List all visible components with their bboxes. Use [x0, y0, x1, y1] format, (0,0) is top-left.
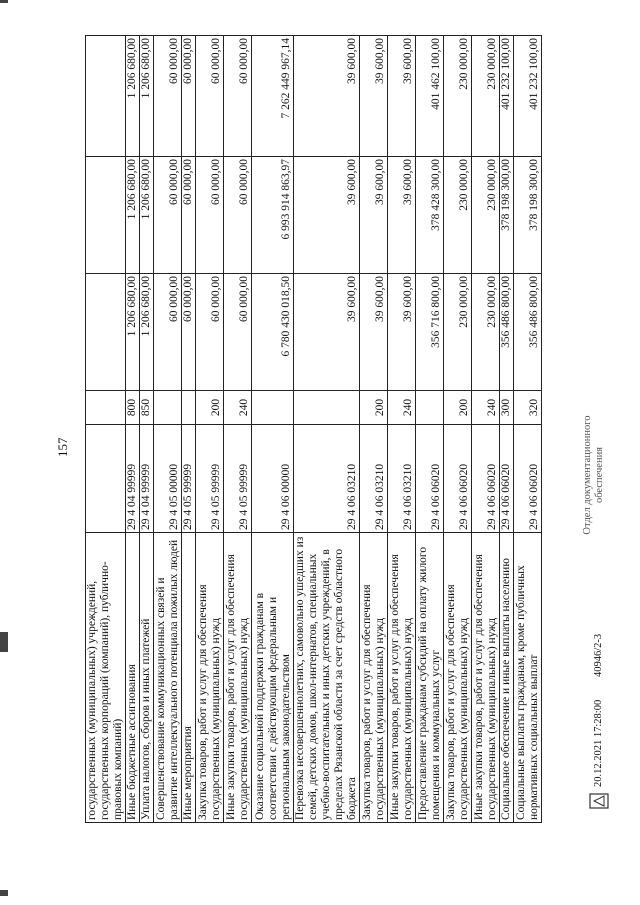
row-name: Закупка товаров, работ и услуг для обеспечения государственных (муниципальных) нужд: [444, 533, 472, 823]
row-value-1: 356 486 800,00: [514, 274, 542, 391]
stamp-date: 20.12.2021 17:28:00: [593, 699, 604, 787]
office-line: Отдел документационного: [582, 415, 593, 535]
row-value-2: 39 600,00: [388, 157, 416, 274]
row-value-1: 356 716 800,00: [416, 274, 444, 391]
row-value-3: 60 000,00: [154, 36, 182, 157]
row-value-3: 60 000,00: [182, 36, 196, 157]
table-row: [444, 36, 472, 823]
row-value-2: 60 000,00: [182, 157, 196, 274]
table-row: [154, 36, 182, 823]
table-row: [500, 36, 514, 823]
row-name: Перевозка несовершеннолетних, самовольно ушедших из семей, детских домов, школ-интернатов, специальных учебно-воспитательных и иных детских учреждений, в пределах Рязанской области за счет средств областного бюджета: [294, 533, 360, 823]
row-value-3: 401 232 100,00: [500, 36, 514, 157]
row-name: Иные закупки товаров, работ и услуг для обеспечения государственных (муниципальных) нужд: [388, 533, 416, 823]
seal-logo-icon: [588, 792, 610, 810]
row-value-1: 60 000,00: [154, 274, 182, 391]
row-expense-kind: 850: [140, 391, 154, 425]
row-value-3: 401 462 100,00: [416, 36, 444, 157]
row-name: Совершенствование коммуникационных связей и развитие интеллектуального потенциала пожилых людей: [154, 533, 182, 823]
row-name: Оказание социальной поддержки гражданам в соответствии с действующим федеральным и региональным законодательством: [252, 533, 294, 823]
row-expense-kind: 240: [224, 391, 252, 425]
office-line: обеспечения: [594, 446, 605, 504]
row-name: государственных (муниципальных) учреждений, государственных корпораций (компаний), публично-правовых компаний): [86, 533, 126, 823]
row-expense-kind: [86, 391, 126, 425]
row-name: Иные закупки товаров, работ и услуг для обеспечения государственных (муниципальных) нужд: [224, 533, 252, 823]
row-expense-kind: 800: [126, 391, 140, 425]
row-value-1: 39 600,00: [360, 274, 388, 391]
row-value-1: 39 600,00: [294, 274, 360, 391]
row-code: 29 4 06 06020: [444, 425, 472, 533]
row-expense-kind: [154, 391, 182, 425]
row-value-2: 6 993 914 863,97: [252, 157, 294, 274]
stamp-doc-id: 40946/2-3: [593, 633, 604, 677]
row-value-3: 230 000,00: [444, 36, 472, 157]
table-row: [416, 36, 444, 823]
row-value-3: 7 262 449 967,14: [252, 36, 294, 157]
row-expense-kind: 320: [514, 391, 542, 425]
row-name: Уплата налогов, сборов и иных платежей: [140, 533, 154, 823]
row-value-1: [86, 274, 126, 391]
row-code: 29 4 06 06020: [500, 425, 514, 533]
row-value-2: 378 428 300,00: [416, 157, 444, 274]
row-value-1: 1 206 680,00: [140, 274, 154, 391]
row-value-2: 1 206 680,00: [126, 157, 140, 274]
table-row: [182, 36, 196, 823]
table-row: [360, 36, 388, 823]
row-expense-kind: 240: [388, 391, 416, 425]
row-value-1: 60 000,00: [196, 274, 224, 391]
row-value-3: [86, 36, 126, 157]
row-expense-kind: 300: [500, 391, 514, 425]
table-row: [388, 36, 416, 823]
row-expense-kind: [294, 391, 360, 425]
page-number: 157: [55, 437, 70, 457]
row-value-1: 230 000,00: [444, 274, 472, 391]
table-row: [294, 36, 360, 823]
row-value-1: 6 780 430 018,50: [252, 274, 294, 391]
row-value-2: 230 000,00: [444, 157, 472, 274]
scan-mark: [0, 890, 8, 896]
row-expense-kind: [416, 391, 444, 425]
table-row: [472, 36, 500, 823]
row-name: Иные бюджетные ассигнования: [126, 533, 140, 823]
row-value-3: 1 206 680,00: [126, 36, 140, 157]
table-row: [140, 36, 154, 823]
row-name: Закупка товаров, работ и услуг для обеспечения государственных (муниципальных) нужд: [196, 533, 224, 823]
row-name: Предоставление гражданам субсидий на оплату жилого помещения и коммунальных услуг: [416, 533, 444, 823]
table-body: [86, 36, 542, 823]
row-name: Иные закупки товаров, работ и услуг для обеспечения государственных (муниципальных) нужд: [472, 533, 500, 823]
table-row: [252, 36, 294, 823]
row-value-2: [86, 157, 126, 274]
row-expense-kind: 200: [360, 391, 388, 425]
table-row: [196, 36, 224, 823]
row-name: Иные мероприятия: [182, 533, 196, 823]
row-value-3: 1 206 680,00: [140, 36, 154, 157]
row-value-1: 60 000,00: [182, 274, 196, 391]
row-value-3: 60 000,00: [224, 36, 252, 157]
row-expense-kind: [252, 391, 294, 425]
office-stamp: [582, 415, 606, 535]
row-value-1: 39 600,00: [388, 274, 416, 391]
scan-mark: [0, 632, 8, 652]
row-code: [86, 425, 126, 533]
table-row: [514, 36, 542, 823]
row-value-2: 39 600,00: [360, 157, 388, 274]
row-code: 29 4 04 99999: [140, 425, 154, 533]
row-code: 29 4 06 03210: [388, 425, 416, 533]
row-code: 29 4 05 99999: [224, 425, 252, 533]
row-value-2: 378 198 300,00: [514, 157, 542, 274]
row-code: 29 4 05 99999: [182, 425, 196, 533]
row-code: 29 4 06 06020: [416, 425, 444, 533]
row-code: 29 4 06 00000: [252, 425, 294, 533]
row-value-2: 1 206 680,00: [140, 157, 154, 274]
row-value-3: 230 000,00: [472, 36, 500, 157]
row-code: 29 4 06 03210: [360, 425, 388, 533]
row-value-1: 60 000,00: [224, 274, 252, 391]
row-value-2: 60 000,00: [154, 157, 182, 274]
scan-mark: [0, 0, 8, 3]
row-value-2: 230 000,00: [472, 157, 500, 274]
row-value-3: 401 232 100,00: [514, 36, 542, 157]
row-value-1: 1 206 680,00: [126, 274, 140, 391]
row-value-2: 60 000,00: [196, 157, 224, 274]
row-code: 29 4 05 00000: [154, 425, 182, 533]
row-name: Социальные выплаты гражданам, кроме публичных нормативных социальных выплат: [514, 533, 542, 823]
row-code: 29 4 06 03210: [294, 425, 360, 533]
row-expense-kind: [182, 391, 196, 425]
row-code: 29 4 04 99999: [126, 425, 140, 533]
table-row: [224, 36, 252, 823]
row-code: 29 4 06 06020: [472, 425, 500, 533]
row-value-3: 39 600,00: [360, 36, 388, 157]
row-value-1: 356 486 800,00: [500, 274, 514, 391]
row-value-2: 39 600,00: [294, 157, 360, 274]
row-name: Закупка товаров, работ и услуг для обеспечения государственных (муниципальных) нужд: [360, 533, 388, 823]
row-expense-kind: 240: [472, 391, 500, 425]
row-code: 29 4 06 06020: [514, 425, 542, 533]
row-name: Социальное обеспечение и иные выплаты населению: [500, 533, 514, 823]
row-value-3: 39 600,00: [294, 36, 360, 157]
table-row: [126, 36, 140, 823]
budget-table: [85, 35, 542, 823]
row-value-3: 60 000,00: [196, 36, 224, 157]
row-value-1: 230 000,00: [472, 274, 500, 391]
row-code: 29 4 05 99999: [196, 425, 224, 533]
row-expense-kind: 200: [196, 391, 224, 425]
row-expense-kind: 200: [444, 391, 472, 425]
row-value-2: 378 198 300,00: [500, 157, 514, 274]
table-row: [86, 36, 126, 823]
row-value-3: 39 600,00: [388, 36, 416, 157]
row-value-2: 60 000,00: [224, 157, 252, 274]
